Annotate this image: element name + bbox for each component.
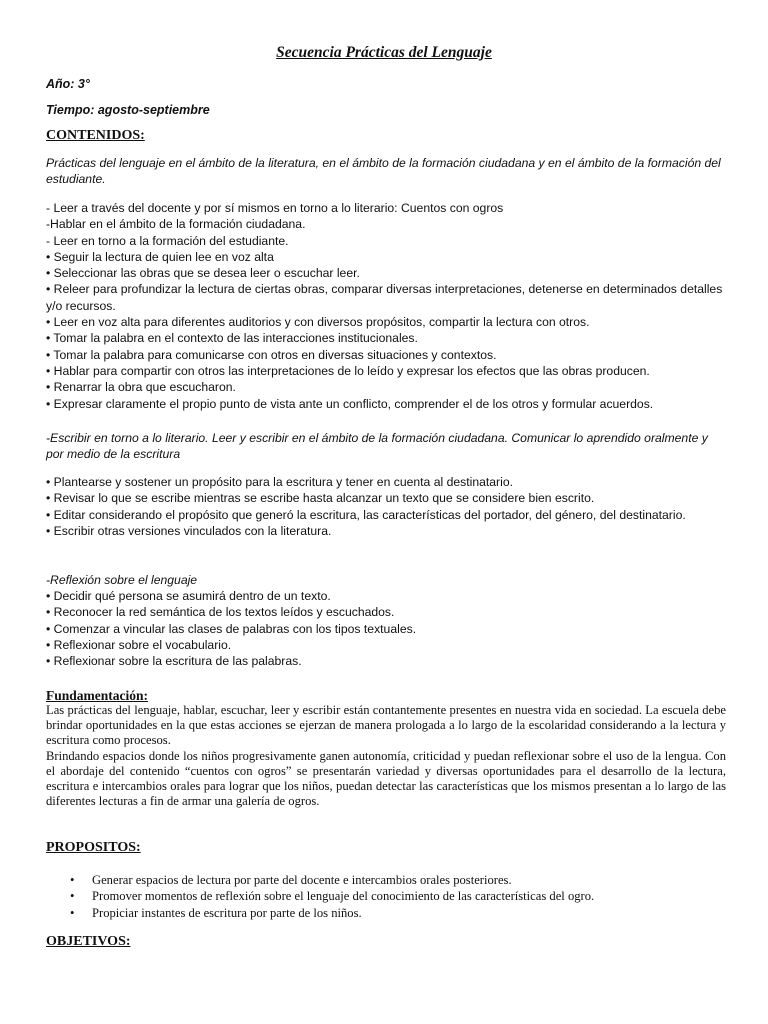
list-item: • Escribir otras versiones vinculados con la literatura. — [46, 523, 332, 538]
list-item: • Plantearse y sostener un propósito para la escritura y tener en cuenta al destinatario. — [46, 475, 513, 489]
list-item: • Propiciar instantes de escritura por parte de los niños. — [70, 905, 710, 921]
document-title: Secuencia Prácticas del Lenguaje — [276, 44, 492, 61]
contenidos-list-1 — [46, 200, 726, 412]
year-line: Año: 3° — [46, 77, 90, 91]
list-item: • Tomar la palabra en el contexto de las interacciones institucionales. — [46, 331, 418, 346]
fundamentacion-heading: Fundamentación: — [46, 688, 149, 703]
time-line: Tiempo: agosto-septiembre — [46, 103, 210, 117]
list-item: - Leer a través del docente y por sí mismos en torno a lo literario: Cuentos con ogros — [46, 201, 504, 215]
contenidos-intro: Prácticas del lenguaje en el ámbito de la literatura, en el ámbito de la formación ciudadana y en el ámbito de la formación del estudiante. — [46, 156, 721, 187]
list-item: • Renarrar la obra que escucharon. — [46, 380, 236, 395]
fundamentacion-paragraph: Las prácticas del lenguaje, hablar, escuchar, leer y escribir están contantemente presentes en nuestra vida en sociedad. La escuela debe brindar oportunidades en la que estas acciones se ejerzan de manera prologada a lo largo de la escolaridad considerando a la lectura y escritura como procesos. — [46, 703, 726, 748]
list-item: • Reflexionar sobre el vocabulario. — [46, 637, 232, 652]
list-item: • Generar espacios de lectura por parte del docente e intercambios orales posteriores. — [70, 872, 710, 888]
list-item: • Decidir qué persona se asumirá dentro de un texto. — [46, 589, 331, 603]
propositos-list — [70, 872, 710, 921]
list-item: - Leer en torno a la formación del estudiante. — [46, 233, 289, 248]
contenidos-heading: CONTENIDOS: — [46, 128, 145, 143]
list-item: -Hablar en el ámbito de la formación ciudadana. — [46, 217, 306, 232]
list-item: • Reconocer la red semántica de los textos leídos y escuchados. — [46, 605, 395, 620]
list-item: • Hablar para compartir con otros las interpretaciones de lo leído y expresar los efectos que las obras producen. — [46, 363, 650, 378]
contenidos-intro-3: -Reflexión sobre el lenguaje — [46, 573, 198, 587]
list-item: • Tomar la palabra para comunicarse con otros en diversas situaciones y contextos. — [46, 347, 497, 362]
contenidos-list-2 — [46, 474, 726, 539]
list-item: • Seguir la lectura de quien lee en voz alta — [46, 249, 274, 264]
list-item: • Seleccionar las obras que se desea leer o escuchar leer. — [46, 266, 360, 281]
list-item: • Revisar lo que se escribe mientras se escribe hasta alcanzar un texto que se considere bien escrito. — [46, 491, 595, 506]
list-item: • Promover momentos de reflexión sobre el lenguaje del conocimiento de las características del ogro. — [70, 888, 710, 904]
list-item: • Releer para profundizar la lectura de ciertas obras, comparar diversas interpretaciones, detenerse en determinados detalles y/o recursos. — [46, 282, 723, 313]
fundamentacion-body — [46, 703, 726, 809]
list-item: • Editar considerando el propósito que generó la escritura, las características del portador, del género, del destinatario. — [46, 507, 686, 522]
contenidos-intro-2: -Escribir en torno a lo literario. Leer y escribir en el ámbito de la formación ciudadana. Comunicar lo aprendido oralmente y por medio de la escritura — [46, 431, 708, 462]
list-item: • Leer en voz alta para diferentes auditorios y con diversos propósitos, compartir la lectura con otros. — [46, 315, 590, 330]
list-item: • Comenzar a vincular las clases de palabras con los tipos textuales. — [46, 621, 417, 636]
propositos-heading: PROPOSITOS: — [46, 840, 141, 855]
contenidos-list-3 — [46, 588, 726, 669]
list-item: • Reflexionar sobre la escritura de las palabras. — [46, 654, 302, 669]
objetivos-heading: OBJETIVOS: — [46, 934, 131, 949]
fundamentacion-paragraph: Brindando espacios donde los niños progresivamente ganen autonomía, criticidad y puedan reflexionar sobre el uso de la lengua. Con el abordaje del contenido “cuentos con ogros” se presentarán variedad y diversas oportunidades para el desarrollo de la lectura, escritura e intercambios orales para lograr que los niños, puedan detectar las características que los mismos presentan a lo largo de las diferentes lecturas a fin de armar una galería de ogros. — [46, 748, 726, 809]
list-item: • Expresar claramente el propio punto de vista ante un conflicto, comprender el de los otros y formular acuerdos. — [46, 396, 654, 411]
